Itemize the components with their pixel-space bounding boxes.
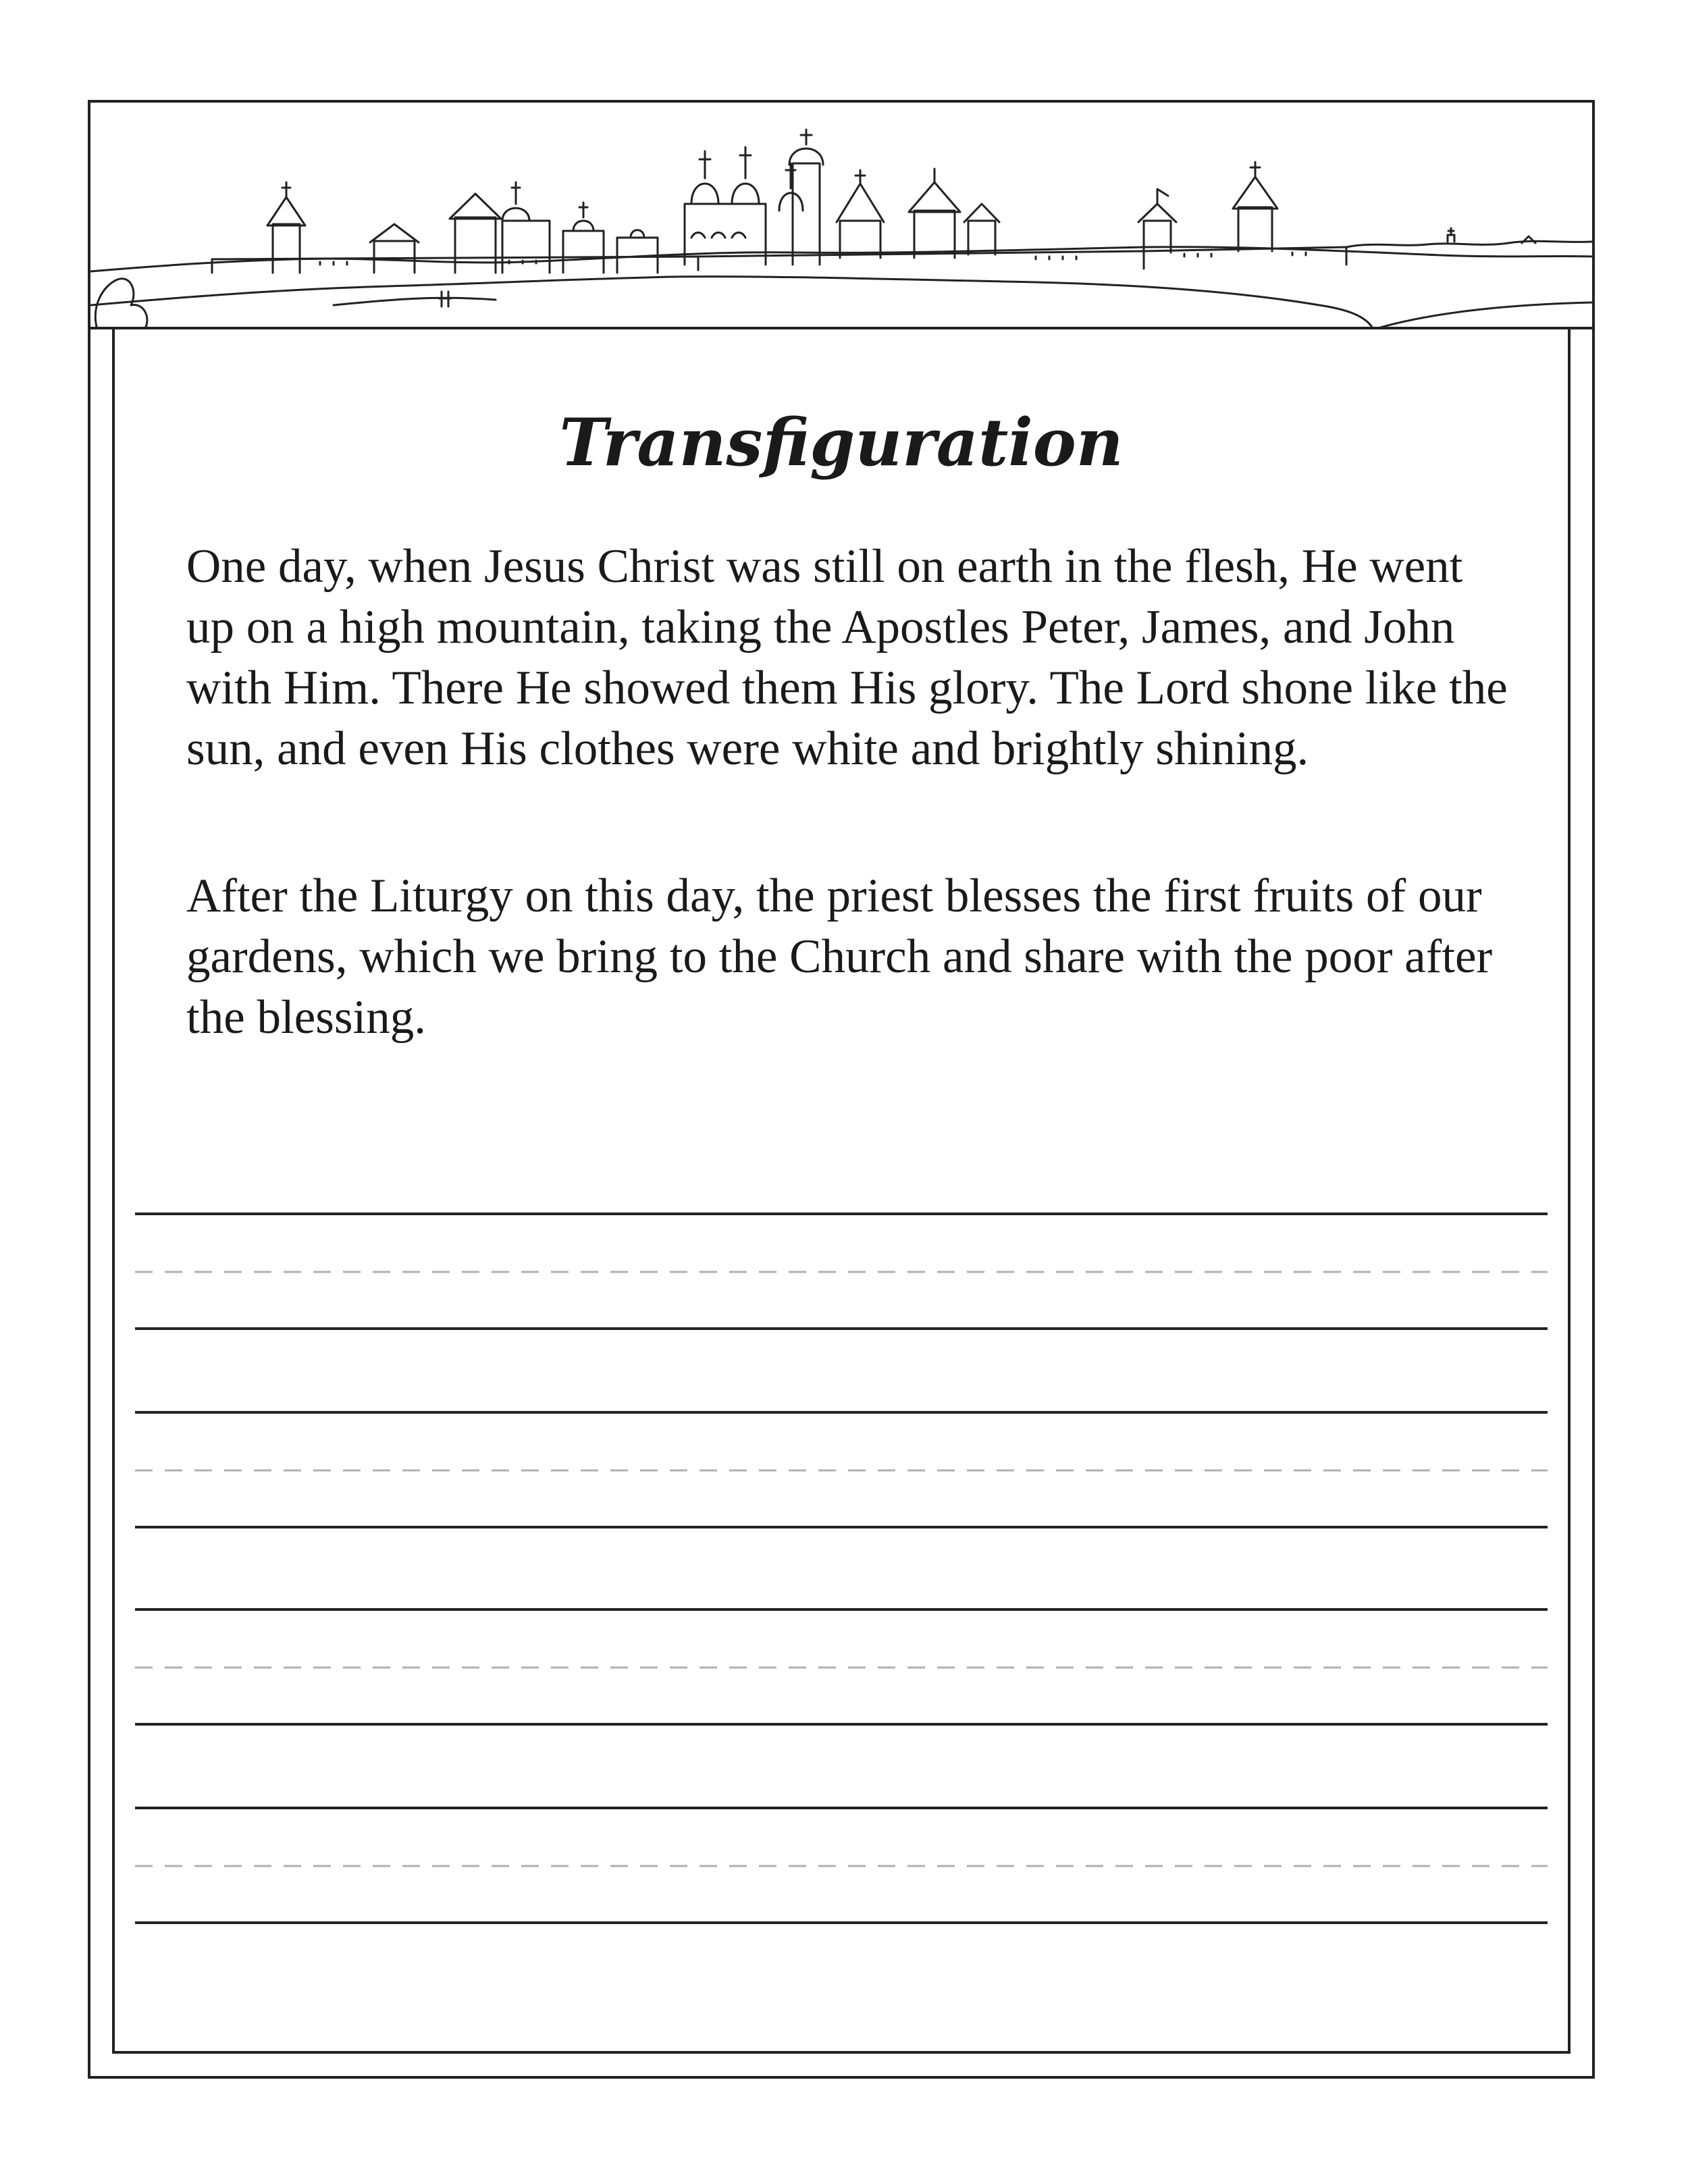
building xyxy=(563,231,604,273)
cross xyxy=(282,182,290,197)
handwriting-practice-lines[interactable] xyxy=(135,1202,1548,1944)
tower-roof xyxy=(267,197,305,225)
arches xyxy=(691,233,745,238)
building xyxy=(374,241,415,273)
hill-line xyxy=(334,298,496,305)
writing-line-set-1 xyxy=(135,1214,1548,1329)
bell-tower-top xyxy=(789,130,823,165)
tower xyxy=(455,217,496,273)
tower-roof xyxy=(909,169,960,212)
hill-line xyxy=(1373,302,1592,329)
dome xyxy=(573,203,594,231)
tower xyxy=(1238,207,1272,251)
dome xyxy=(631,230,644,238)
tower-roof xyxy=(1138,189,1176,222)
writing-line-set-3 xyxy=(135,1609,1548,1724)
dome xyxy=(502,182,529,221)
paragraph-story: One day, when Jesus Christ was still on earth in the flesh, He went up on a high mountain, taking the Apostles Peter, James, and John with Him. There He showed them His glory. The Lord shone like the sun, and even His clothes were white and brightly shining. xyxy=(186,540,1508,775)
hill-line xyxy=(90,277,1373,329)
writing-line-set-2 xyxy=(135,1412,1548,1527)
writing-line-set-4 xyxy=(135,1808,1548,1923)
monastery-skyline-illustration xyxy=(90,103,1592,329)
tower-roof xyxy=(450,194,501,219)
distant-hills xyxy=(1346,241,1592,247)
paragraph-blessing: After the Liturgy on this day, the priest blesses the first fruits of our gardens, which we bring to the Church and share with the poor after the blessing. xyxy=(186,870,1493,1044)
dome xyxy=(691,151,718,204)
building xyxy=(502,221,550,273)
dome xyxy=(732,147,759,204)
distant-church xyxy=(1448,228,1454,242)
tower xyxy=(968,221,995,255)
tower-roof xyxy=(964,204,999,222)
building-roof xyxy=(370,224,419,242)
page-title: Transfiguration xyxy=(559,404,1124,481)
spire xyxy=(837,170,884,222)
tower-roof xyxy=(1233,162,1277,209)
figures xyxy=(439,292,451,307)
bell-tower xyxy=(793,163,820,265)
tower xyxy=(273,224,300,273)
dome xyxy=(779,163,803,211)
